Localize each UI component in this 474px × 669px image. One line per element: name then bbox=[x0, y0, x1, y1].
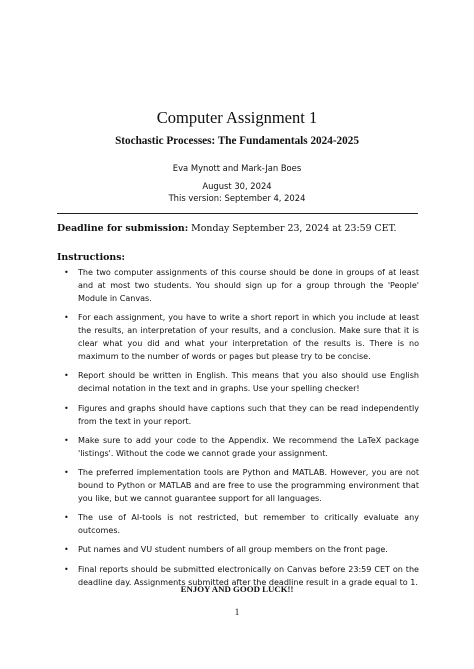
instruction-item bbox=[62, 369, 419, 395]
deadline-label: Deadline for submission: bbox=[57, 223, 189, 234]
document-title: Computer Assignment 1 bbox=[156, 108, 318, 127]
bullet-icon: • bbox=[64, 467, 69, 477]
bullet-icon: • bbox=[64, 313, 69, 323]
authors: Eva Mynott and Mark-Jan Boes bbox=[172, 163, 302, 173]
date: August 30, 2024 bbox=[202, 181, 272, 191]
instruction-text: Make sure to add your code to the Appendix. We recommend the LaTeX package 'listings'. Without the code we cannot grade your assignment. bbox=[78, 435, 419, 458]
bullet-icon: • bbox=[64, 545, 69, 555]
deadline bbox=[57, 223, 396, 235]
instruction-text: Put names and VU student numbers of all group members on the front page. bbox=[78, 545, 388, 555]
instruction-item bbox=[62, 543, 419, 556]
version-date: This version: September 4, 2024 bbox=[168, 193, 306, 203]
instruction-item bbox=[62, 466, 419, 505]
instruction-text: Figures and graphs should have captions such that they can be read independently from the text in your report. bbox=[78, 403, 419, 426]
instruction-item bbox=[62, 511, 419, 537]
closing-message: ENJOY AND GOOD LUCK!! bbox=[180, 584, 294, 594]
bullet-icon: • bbox=[64, 513, 69, 523]
instruction-text: The two computer assignments of this course should be done in groups of at least and at most two students. You should sign up for a group through the 'People' Module in Canvas. bbox=[78, 268, 419, 303]
bullet-icon: • bbox=[64, 435, 69, 445]
bullet-icon: • bbox=[64, 403, 69, 413]
instruction-text: For each assignment, you have to write a short report in which you include at least the results, an interpretation of your results, and a conclusion. Make sure that it is clear what you did and what your interpretation of the results is. There is no maximum to the number of words or pages but please try to be concise. bbox=[78, 313, 419, 362]
divider bbox=[57, 213, 418, 214]
instruction-item bbox=[62, 266, 419, 305]
instructions-list bbox=[62, 266, 419, 595]
bullet-icon: • bbox=[64, 371, 69, 381]
instruction-text: Final reports should be submitted electronically on Canvas before 23:59 CET on the deadline day. Assignments submitted after the deadline result in a grade equal to 1. bbox=[78, 564, 419, 587]
document-subtitle: Stochastic Processes: The Fundamentals 2024-2025 bbox=[115, 135, 359, 147]
instruction-item bbox=[62, 311, 419, 363]
instruction-text: The use of AI-tools is not restricted, but remember to critically evaluate any outcomes. bbox=[78, 513, 419, 536]
page-number: 1 bbox=[234, 607, 240, 617]
instruction-text: The preferred implementation tools are Python and MATLAB. However, you are not bound to Python or MATLAB and are free to use the programming environment that you like, but we cannot guarantee support for all languages. bbox=[78, 467, 419, 503]
bullet-icon: • bbox=[64, 268, 69, 277]
instruction-item bbox=[62, 434, 419, 460]
instruction-item bbox=[62, 402, 419, 428]
instructions-heading: Instructions: bbox=[57, 252, 125, 263]
bullet-icon: • bbox=[64, 564, 69, 574]
deadline-value: Monday September 23, 2024 at 23:59 CET. bbox=[191, 223, 397, 234]
instruction-text: Report should be written in English. This means that you also should use English decimal notation in the text and in graphs. Use your spelling checker! bbox=[78, 371, 419, 394]
